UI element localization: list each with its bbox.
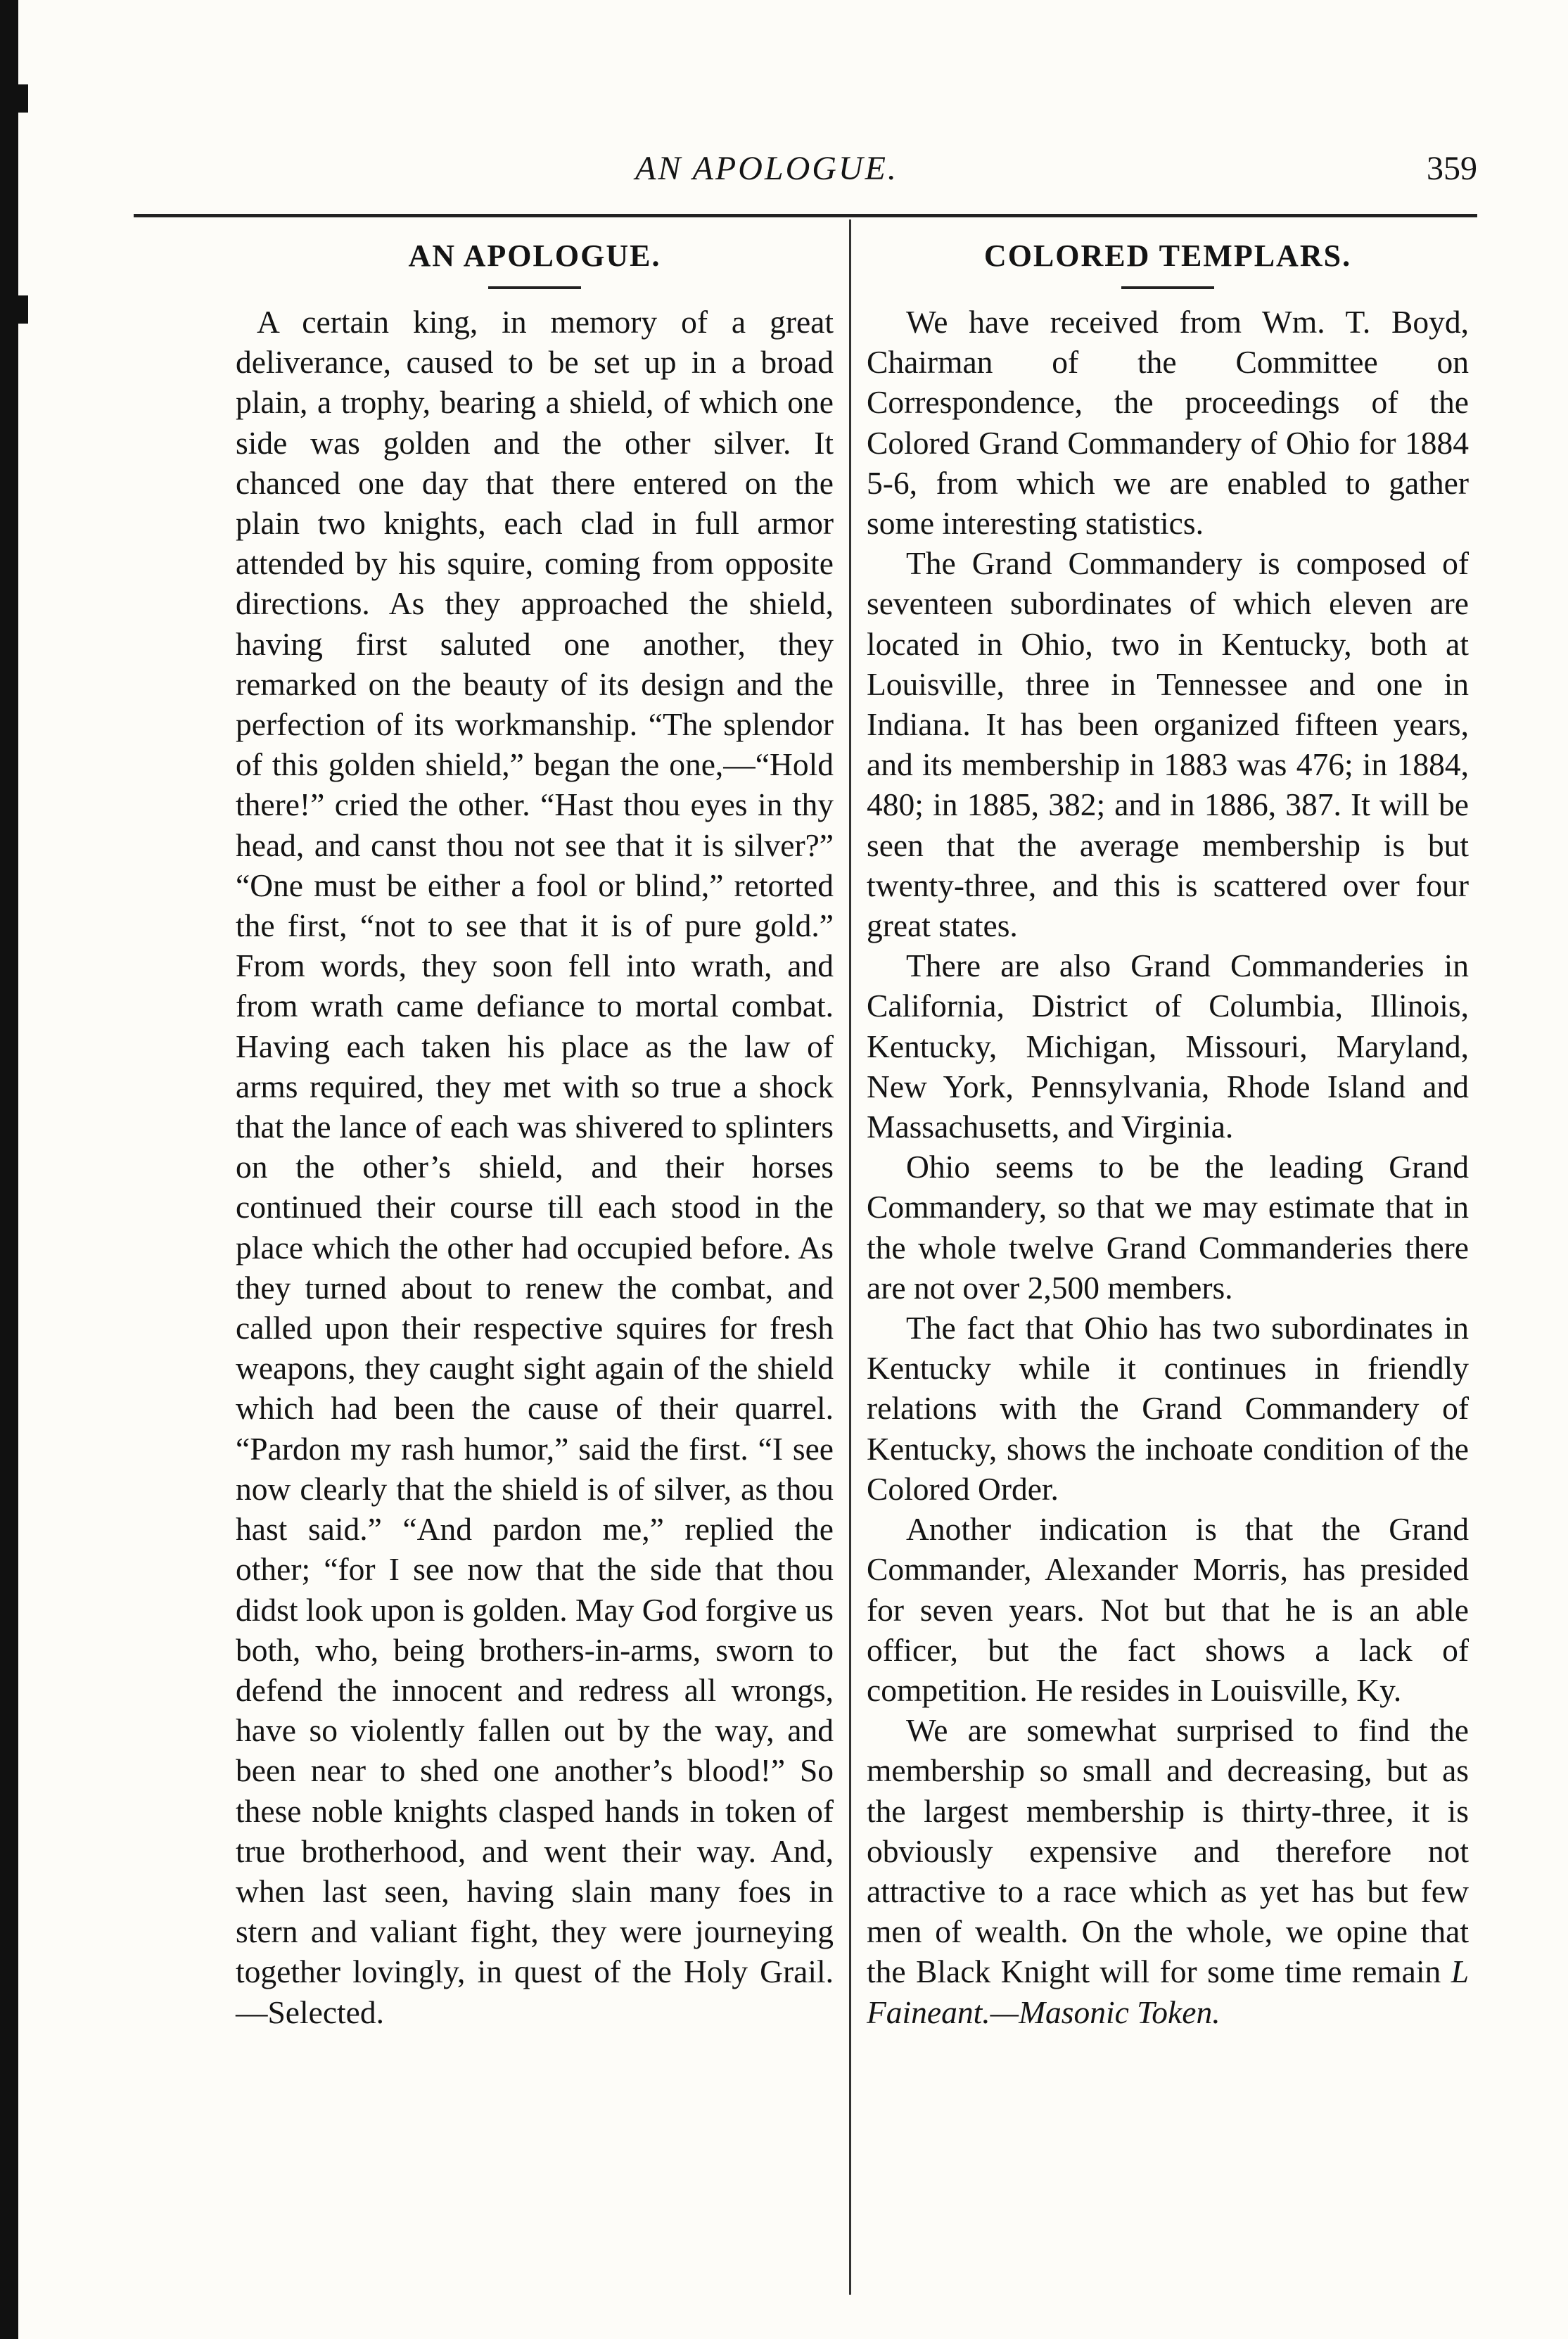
article-paragraph: We have received from Wm. T. Boyd, Chairman of the Committee on Correspondence, the proceedings of the Colored Grand Commandery of Ohio for 1884 5-6, from which we are enabled to gather some interesting statistics. bbox=[867, 304, 1469, 542]
binding-mark bbox=[18, 295, 28, 324]
article-title-colored-templars: COLORED TEMPLARS. bbox=[983, 238, 1352, 273]
header-rule bbox=[134, 214, 1477, 217]
title-rule bbox=[1121, 286, 1214, 289]
article-paragraph: The fact that Ohio has two subordinates in Kentucky while it continues in friendly relations with the Grand Commandery of Kentucky, shows the inchoate condition of the Colored Order. bbox=[867, 1310, 1469, 1507]
article-paragraph: The Grand Commandery is composed of seventeen subordinates of which eleven are located in Ohio, two in Kentucky, both at Louisville, three in Tennessee and one in Indiana. It has been organized fifteen years, and its membership in 1883 was 476; in 1884, 480; in 1885, 382; and in 1886, 387. It will be seen that the average membership is but twenty-three, and this is scattered over four great states. bbox=[867, 545, 1469, 944]
page-number: 359 bbox=[1427, 150, 1477, 187]
column-divider bbox=[849, 219, 851, 2295]
article-paragraph: A certain king, in memory of a great deliverance, caused to be set up in a broad plain, a trophy, bearing a shield, of which one side was golden and the other silver. It chanced one day that there entered on the plain two knights, each clad in full armor attended by his squire, coming from opposite directions. As they approached the shield, having first saluted one another, they remarked on the beauty of its design and the perfection of its workmanship. “The splendor of this golden shield,” began the one,—“Hold there!” cried the other. “Hast thou eyes in thy head, and canst thou not see that it is silver?” “One must be either a fool or blind,” retorted the first, “not to see that it is of pure gold.” From words, they soon fell into wrath, and from wrath came defiance to mortal combat. Having each taken his place as the law of arms required, they met with so true a shock that the lance of each was shivered to splinters on the other’s shield, and their horses continued their course till each stood in the place which the other had occupied before. As they turned about to renew the combat, and called upon their respective squires for fresh weapons, they caught sight again of the shield which had been the cause of their quarrel. “Pardon my rash humor,” said the first. “I see now clearly that the shield is of silver, as thou hast said.” “And pardon me,” replied the other; “for I see now that the side that thou didst look upon is golden. May God forgive us both, who, being brothers-in-arms, sworn to defend the innocent and redress all wrongs, have so violently fallen out by the way, and been near to shed one another’s blood!” So these noble knights clasped hands in token of true brotherhood, and went their way. And, when last seen, having slain many foes in stern and valiant fight, they were journeying together lovingly, in quest of the Holy Grail.—Selected. bbox=[236, 304, 834, 2030]
page-header bbox=[56, 149, 1477, 198]
page-binding-edge bbox=[0, 0, 18, 2339]
right-column bbox=[867, 236, 1469, 2032]
article-paragraph: Ohio seems to be the leading Grand Commandery, so that we may estimate that in the whole twelve Grand Commanderies there are not over 2,500 members. bbox=[867, 1149, 1469, 1306]
article-paragraph: Another indication is that the Grand Commander, Alexander Morris, has presided for seven years. Not but that he is an able officer, but the fact shows a lack of competition. He resides in Louisville, Ky. bbox=[867, 1511, 1469, 1708]
article-title-apologue: AN APOLOGUE. bbox=[408, 238, 661, 273]
binding-mark bbox=[18, 84, 28, 113]
left-column bbox=[236, 236, 834, 2032]
final-paragraph-text: We are somewhat surprised to find the membership so small and decreasing, but as the largest membership is thirty-three, it is obviously expensive and therefore not attractive to a race which as yet has but few men of wealth. On the whole, we opine that the Black Knight will for some time remain bbox=[867, 1712, 1469, 1990]
running-title: AN APOLOGUE. bbox=[635, 150, 898, 187]
title-rule bbox=[488, 286, 581, 289]
article-paragraph-final bbox=[867, 1710, 1469, 2032]
attribution: L Faineant.—Masonic Token. bbox=[867, 1954, 1469, 2030]
article-paragraph: There are also Grand Commanderies in California, District of Columbia, Illinois, Kentucky, Michigan, Missouri, Maryland, New York, Pennsylvania, Rhode Island and Massachusetts, and Virginia. bbox=[867, 948, 1469, 1145]
